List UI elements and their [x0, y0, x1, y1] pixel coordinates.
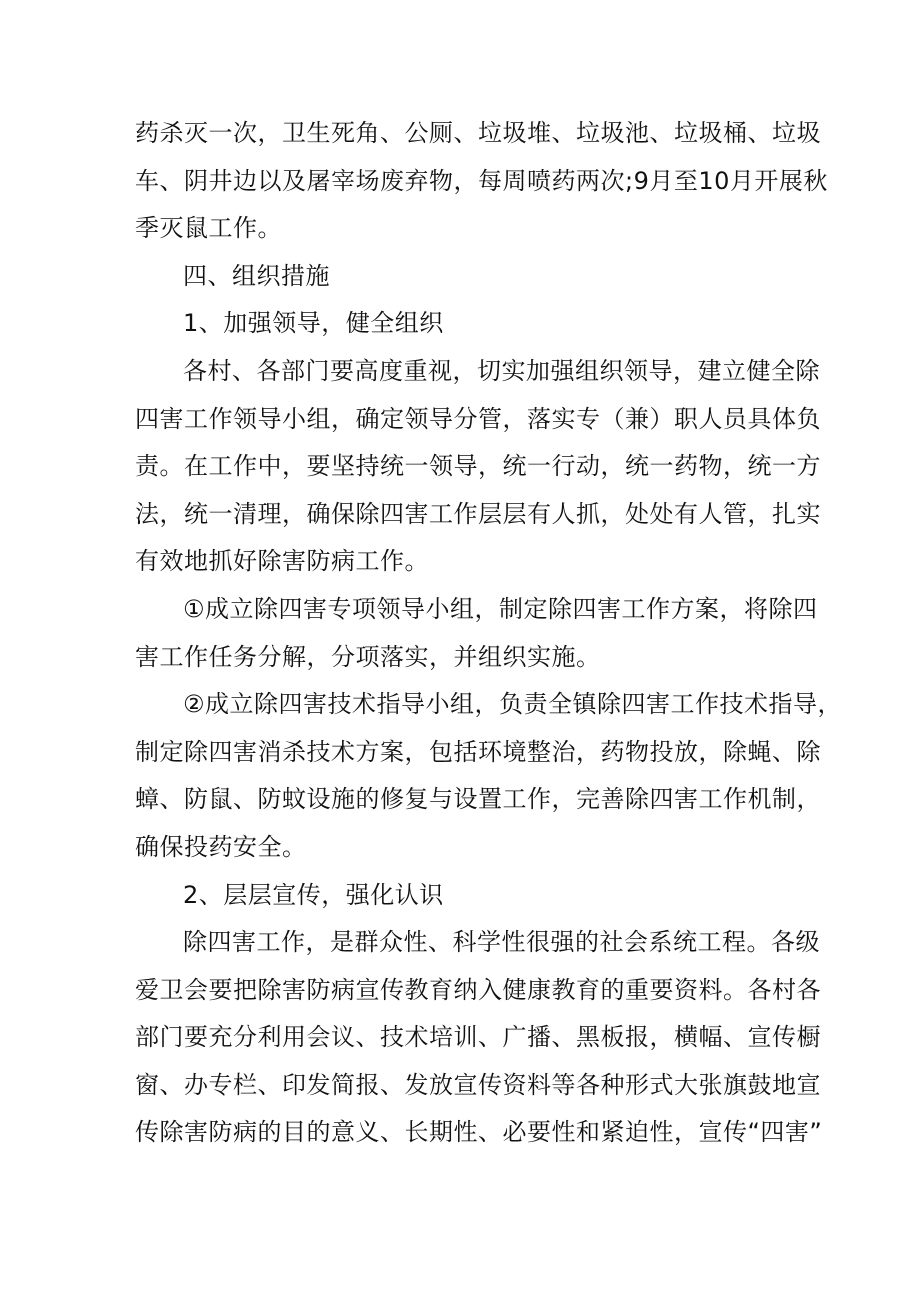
- text-line: 蟑、防鼠、防蚊设施的修复与设置工作，完善除四害工作机制，: [135, 785, 821, 814]
- list-item: ②成立除四害技术指导小组，负责全镇除四害工作技术指导，: [183, 690, 843, 719]
- text-line: 药杀灭一次，卫生死角、公厕、垃圾堆、垃圾池、垃圾桶、垃圾: [135, 119, 821, 147]
- text-line: 车、阴井边以及屠宰场废弃物，每周喷药两次;9月至10月开展秋: [135, 166, 828, 195]
- text-line: 确保投药安全。: [135, 832, 307, 861]
- text-line: 制定除四害消杀技术方案，包括环境整治，药物投放，除蝇、除: [135, 737, 821, 766]
- text-line: 责。在工作中，要坚持统一领导，统一行动，统一药物，统一方: [135, 452, 821, 481]
- document-page: [135, 110, 843, 1157]
- text-line: 四害工作领导小组，确定领导分管，落实专（兼）职人员具体负: [135, 404, 821, 433]
- subsection-heading: 2、层层宣传，强化认识: [183, 880, 444, 909]
- section-heading: 四、组织措施: [183, 261, 330, 290]
- text-line: 传除害防病的目的意义、长期性、必要性和紧迫性，宣传“四害”: [135, 1118, 823, 1147]
- list-item: ①成立除四害专项领导小组，制定除四害工作方案，将除四: [183, 594, 818, 623]
- text-line: 各村、各部门要高度重视，切实加强组织领导，建立健全除: [183, 356, 820, 385]
- text-line: 部门要充分利用会议、技术培训、广播、黑板报，横幅、宣传橱: [135, 1023, 821, 1052]
- text-line: 有效地抓好除害防病工作。: [135, 547, 429, 576]
- text-line: 爱卫会要把除害防病宣传教育纳入健康教育的重要资料。各村各: [135, 975, 821, 1004]
- text-line: 除四害工作，是群众性、科学性很强的社会系统工程。各级: [183, 928, 820, 957]
- text-line: 季灭鼠工作。: [135, 214, 282, 243]
- text-line: 窗、办专栏、印发简报、发放宣传资料等各种形式大张旗鼓地宣: [135, 1070, 821, 1099]
- text-line: 法，统一清理，确保除四害工作层层有人抓，处处有人管，扎实: [135, 499, 821, 528]
- text-line: 害工作任务分解，分项落实，并组织实施。: [135, 642, 601, 671]
- subsection-heading: 1、加强领导，健全组织: [183, 309, 444, 338]
